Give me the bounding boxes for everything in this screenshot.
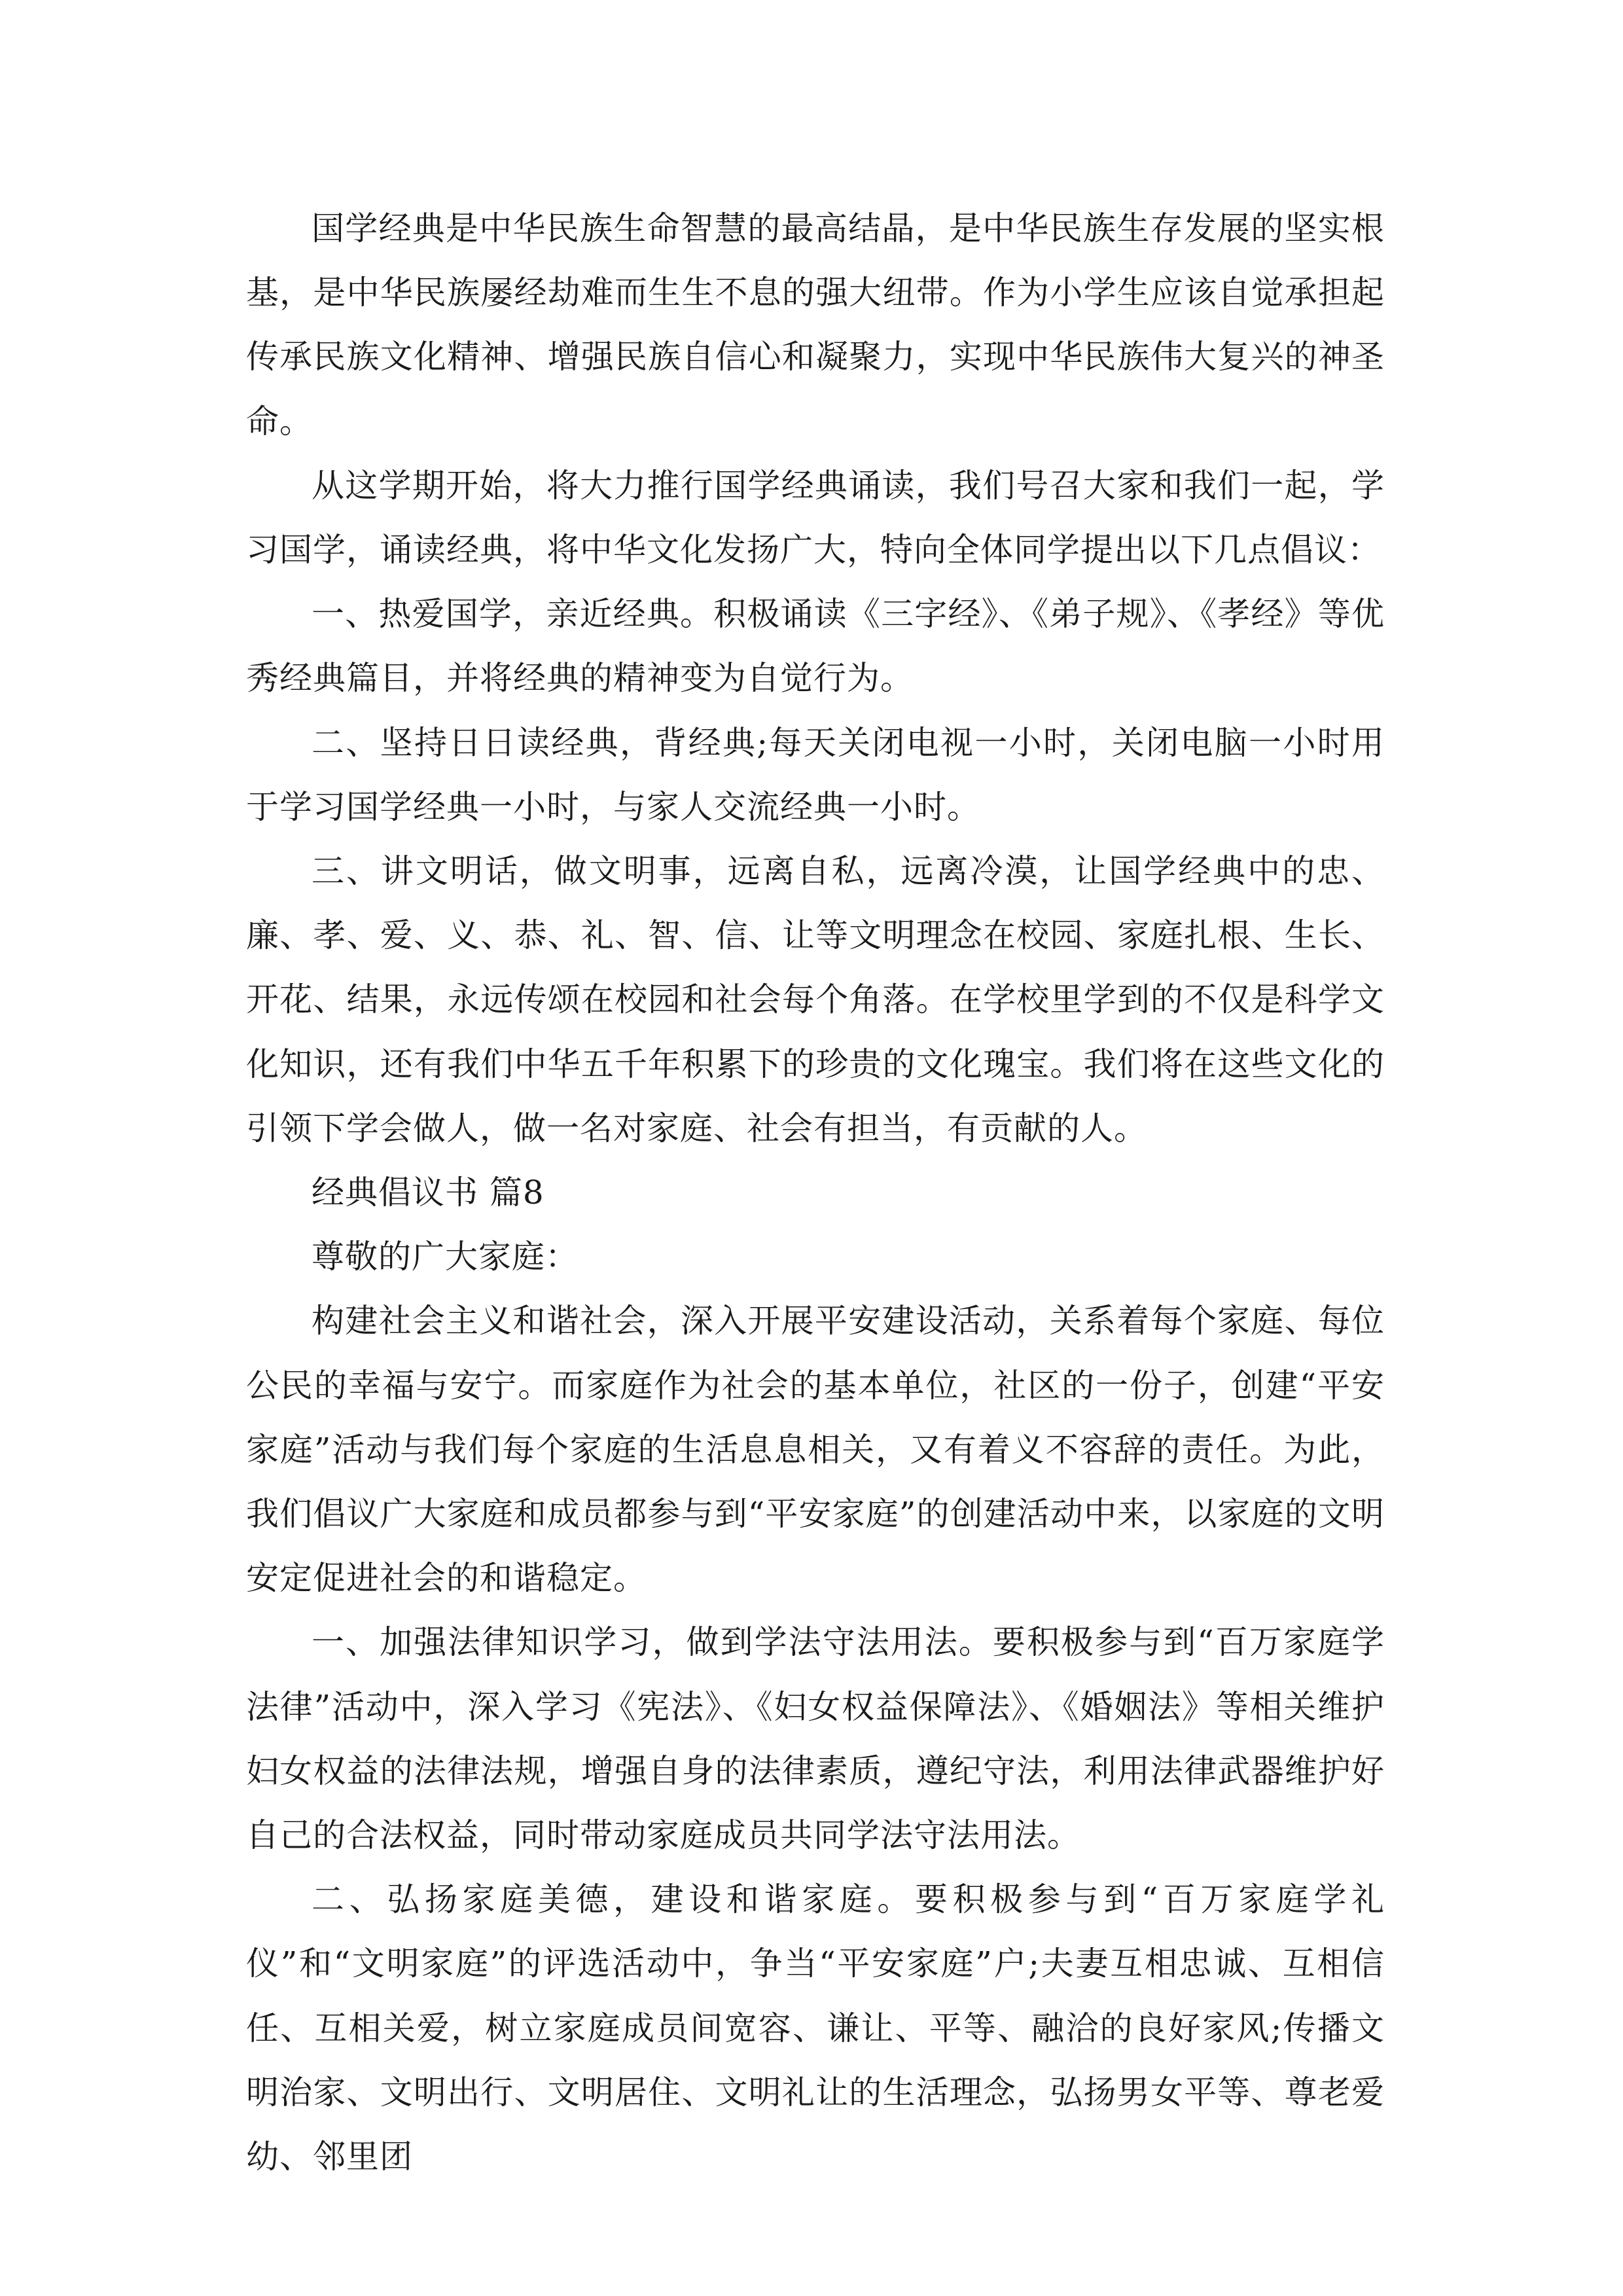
paragraph-item-1: 一、热爱国学，亲近经典。积极诵读《三字经》、《弟子规》、《孝经》等优秀经典篇目，并将经典的精神变为自觉行为。 (246, 595, 1385, 698)
paragraph-intro: 国学经典是中华民族生命智慧的最高结晶，是中华民族生存发展的坚实根基，是中华民族屡经劫难而生生不息的强大纽带。作为小学生应该自觉承担起传承民族文化精神、增强民族自信心和凝聚力，实现中华民族伟大复兴的神圣命。 (246, 209, 1385, 440)
paragraph-item-2: 二、坚持日日读经典，背经典;每天关闭电视一小时，关闭电脑一小时用于学习国学经典一小时，与家人交流经典一小时。 (246, 723, 1385, 826)
section-heading: 经典倡议书 篇8 (312, 1174, 544, 1212)
paragraph-item-3: 三、讲文明话，做文明事，远离自私，远离冷漠，让国学经典中的忠、廉、孝、爱、义、恭、礼、智、信、让等文明理念在校园、家庭扎根、生长、开花、结果，永远传颂在校园和社会每个角落。在学校里学到的不仅是科学文化知识，还有我们中华五千年积累下的珍贵的文化瑰宝。我们将在这些文化的引领下学会做人，做一名对家庭、社会有担当，有贡献的人。 (246, 852, 1385, 1147)
paragraph-family-item-2: 二、弘扬家庭美德，建设和谐家庭。要积极参与到“百万家庭学礼仪”和“文明家庭”的评选活动中，争当“平安家庭”户;夫妻互相忠诚、互相信任、互相关爱，树立家庭成员间宽容、谦让、平等、融洽的良好家风;传播文明治家、文明出行、文明居住、文明礼让的生活理念，弘扬男女平等、尊老爱幼、邻里团 (246, 1880, 1385, 2176)
paragraph-family-intro: 构建社会主义和谐社会，深入开展平安建设活动，关系着每个家庭、每位公民的幸福与安宁。而家庭作为社会的基本单位，社区的一份子，创建“平安家庭”活动与我们每个家庭的生活息息相关，又有着义不容辞的责任。为此，我们倡议广大家庭和成员都参与到“平安家庭”的创建活动中来，以家庭的文明安定促进社会的和谐稳定。 (246, 1302, 1385, 1598)
paragraph-family-item-1: 一、加强法律知识学习，做到学法守法用法。要积极参与到“百万家庭学法律”活动中，深入学习《宪法》、《妇女权益保障法》、《婚姻法》等相关维护妇女权益的法律法规，增强自身的法律素质，遵纪守法，利用法律武器维护好自己的合法权益，同时带动家庭成员共同学法守法用法。 (246, 1623, 1385, 1855)
salutation: 尊敬的广大家庭： (312, 1238, 579, 1276)
document-body (246, 196, 1385, 2189)
paragraph-call: 从这学期开始，将大力推行国学经典诵读，我们号召大家和我们一起，学习国学，诵读经典，将中华文化发扬广大，特向全体同学提出以下几点倡议： (246, 466, 1385, 569)
